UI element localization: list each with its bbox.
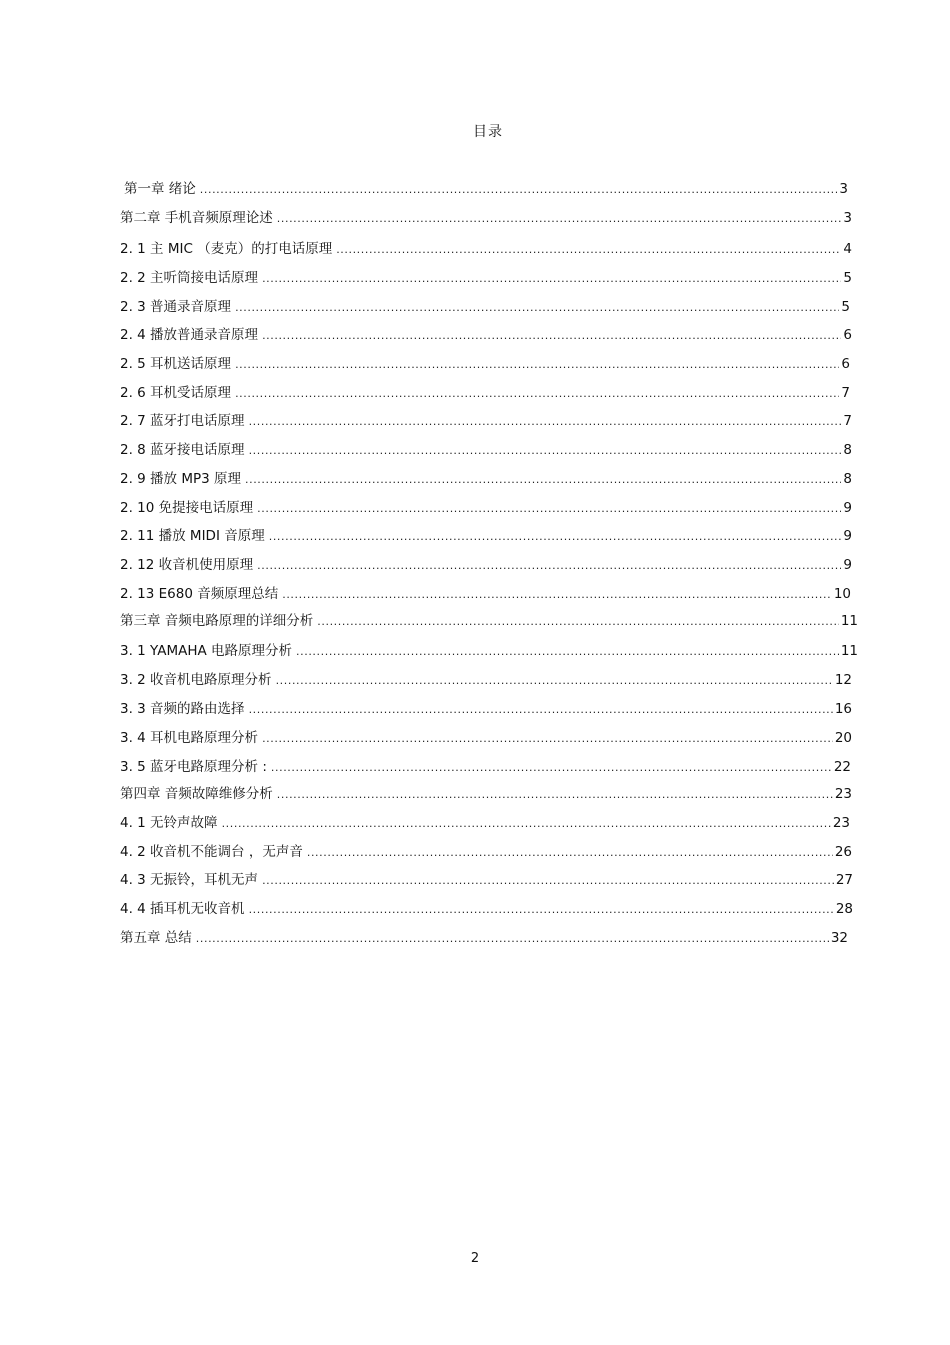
toc-entry-page: 3 [839,181,848,197]
toc-dot-leader [222,815,831,833]
toc-entry-label: 第一章 绪论 [124,181,196,197]
toc-dot-leader [235,299,839,317]
toc-dot-leader [262,872,834,890]
toc-entry-label: 4. 1 无铃声故障 [120,815,218,831]
toc-entry-page: 16 [834,701,852,717]
toc-entry-page: 9 [843,528,852,544]
toc-entry-page: 7 [843,413,852,429]
toc-entry [120,929,848,948]
toc-entry-label: 4. 2 收音机不能调台 ，无声音 [120,844,303,860]
toc-entry [120,209,852,228]
toc-entry [120,240,852,259]
page-title: 目录 [473,124,503,140]
toc-entry-label: 第五章 总结 [120,930,192,946]
toc-entry-page: 12 [834,672,852,688]
toc-entry [120,470,852,489]
toc-dot-leader [282,586,832,604]
toc-entry-page: 7 [841,385,850,401]
toc-entry-label: 4. 3 无振铃，耳机无声 [120,872,259,888]
toc-dot-leader [245,471,841,489]
toc-entry-page: 9 [843,500,852,516]
toc-entry-label: 3. 2 收音机电路原理分析 [120,672,272,688]
toc-entry-label: 2. 6 耳机受话原理 [120,385,232,401]
toc-dot-leader [276,672,833,690]
toc-entry [120,900,853,919]
toc-entry-label: 3. 4 耳机电路原理分析 [120,730,259,746]
toc-entry [120,269,852,288]
page-number: 2 [470,1251,480,1266]
toc-dot-leader [249,413,842,431]
toc-dot-leader [249,442,842,460]
toc-entry [120,758,851,777]
toc-entry-label: 2. 1 主 MIC （麦克）的打电话原理 [120,241,333,257]
toc-entry-label: 3. 3 音频的路由选择 [120,701,245,717]
toc-entry-page: 32 [830,930,848,946]
toc-entry-page: 8 [843,471,852,487]
toc-entry [120,499,852,518]
toc-entry-page: 11 [840,643,858,659]
toc-entry [120,814,850,833]
toc-entry [120,785,852,804]
toc-entry-page: 23 [834,786,852,802]
toc-entry [120,326,852,345]
toc-entry-label: 2. 8 蓝牙接电话原理 [120,442,245,458]
toc-dot-leader [262,730,833,748]
toc-entry-page: 3 [843,210,852,226]
toc-entry-label: 2. 5 耳机送话原理 [120,356,232,372]
toc-dot-leader [262,270,841,288]
toc-entry-label: 3. 1 YAMAHA 电路原理分析 [120,643,293,659]
toc-dot-leader [235,385,839,403]
toc-entry-label: 2. 3 普通录音原理 [120,299,232,315]
toc-dot-leader [296,643,839,661]
toc-dot-leader [269,528,842,546]
toc-entry-page: 9 [843,557,852,573]
toc-entry [120,843,852,862]
toc-entry [120,612,858,631]
toc-dot-leader [200,181,838,199]
toc-entry-page: 4 [843,241,852,257]
toc-entry-page: 20 [834,730,852,746]
toc-entry-label: 2. 7 蓝牙打电话原理 [120,413,245,429]
toc-entry [120,412,852,431]
toc-entry [120,556,852,575]
toc-entry [120,441,852,460]
toc-entry-label: 第三章 音频电路原理的详细分析 [120,613,314,629]
toc-dot-leader [317,613,839,631]
toc-entry-label: 2. 11 播放 MIDI 音原理 [120,528,265,544]
toc-entry [120,642,858,661]
toc-entry-label: 2. 12 收音机使用原理 [120,557,254,573]
toc-entry-label: 2. 9 播放 MP3 原理 [120,471,242,487]
toc-entry-page: 5 [843,270,852,286]
toc-entry-page: 22 [833,759,851,775]
toc-entry [120,585,851,604]
toc-entry [120,384,850,403]
toc-dot-leader [257,500,841,518]
toc-entry-label: 第二章 手机音频原理论述 [120,210,273,226]
toc-entry-page: 26 [834,844,852,860]
toc-dot-leader [249,701,833,719]
toc-entry-page: 6 [841,356,850,372]
toc-entry-label: 2. 10 免提接电话原理 [120,500,254,516]
toc-entry [120,298,850,317]
toc-entry [120,355,850,374]
toc-entry-page: 8 [843,442,852,458]
toc-entry-label: 3. 5 蓝牙电路原理分析 : [120,759,267,775]
toc-entry [120,527,852,546]
toc-dot-leader [249,901,834,919]
toc-entry-page: 27 [835,872,853,888]
toc-entry [120,700,852,719]
toc-dot-leader [257,557,841,575]
toc-entry [120,871,853,890]
toc-entry-page: 5 [841,299,850,315]
toc-dot-leader [196,930,829,948]
toc-dot-leader [307,844,833,862]
toc-dot-leader [271,759,832,777]
toc-entry-page: 28 [835,901,853,917]
toc-dot-leader [336,241,841,259]
toc-entry-label: 第四章 音频故障维修分析 [120,786,273,802]
toc-entry [120,729,852,748]
toc-dot-leader [277,210,842,228]
toc-entry-page: 6 [843,327,852,343]
toc-entry [124,180,848,199]
toc-entry-label: 4. 4 插耳机无收音机 [120,901,245,917]
toc-dot-leader [262,327,841,345]
toc-entry [120,671,852,690]
toc-entry-label: 2. 4 播放普通录音原理 [120,327,259,343]
toc-entry-page: 23 [832,815,850,831]
toc-entry-page: 11 [840,613,858,629]
toc-dot-leader [235,356,839,374]
toc-entry-page: 10 [833,586,851,602]
toc-dot-leader [277,786,833,804]
toc-entry-label: 2. 13 E680 音频原理总结 [120,586,279,602]
toc-entry-label: 2. 2 主听筒接电话原理 [120,270,259,286]
